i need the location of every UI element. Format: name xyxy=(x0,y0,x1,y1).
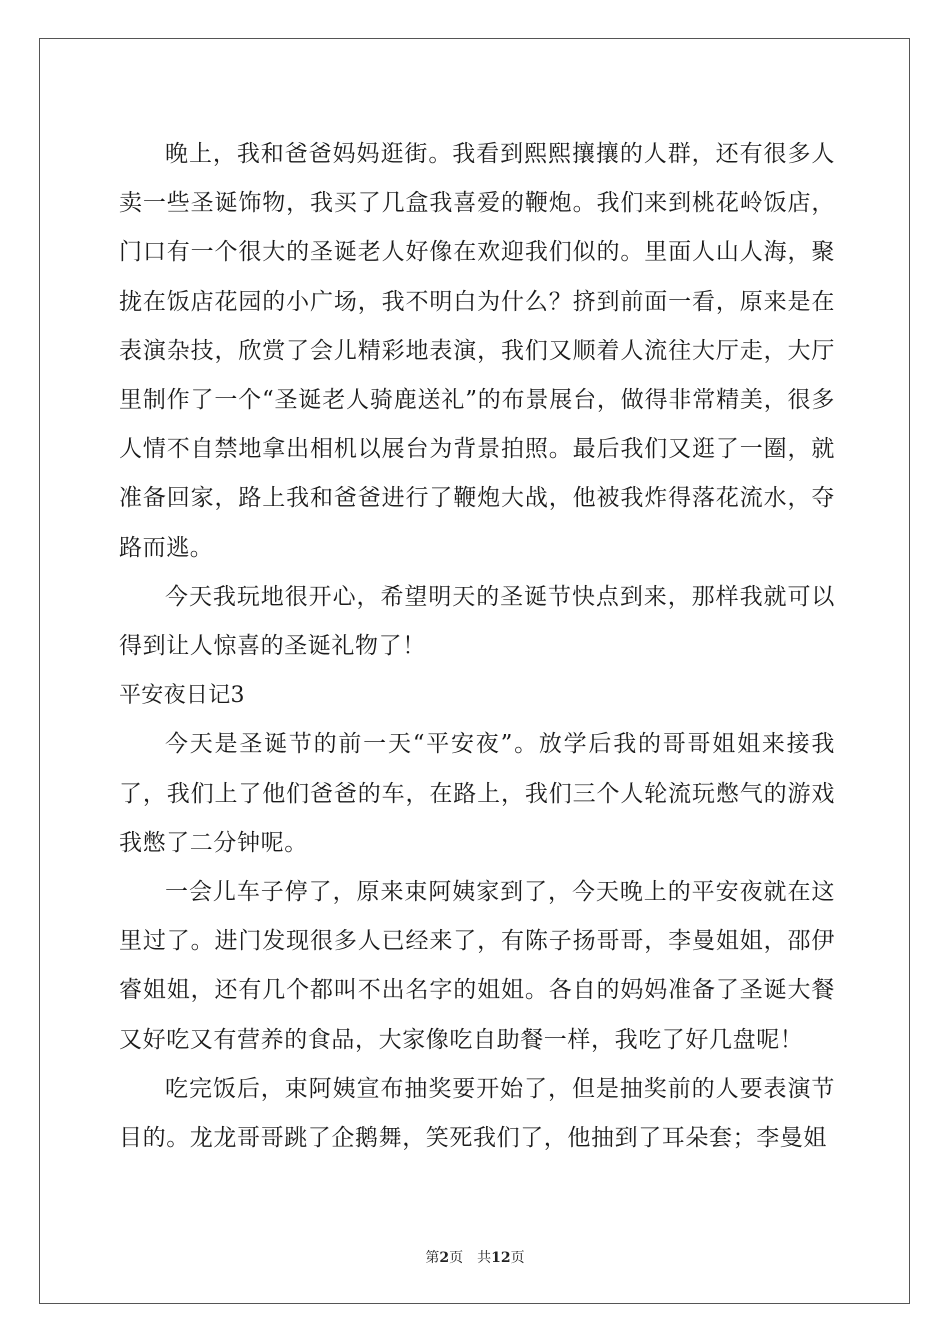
footer-total-unit: 页 xyxy=(510,1250,525,1266)
total-page-count: 12 xyxy=(491,1250,511,1266)
paragraph-lottery: 吃完饭后，束阿姨宣布抽奖要开始了，但是抽奖前的人要表演节目的。龙龙哥哥跳了企鹅舞，笑死我们了，他抽到了耳朵套；李曼姐 xyxy=(119,1075,835,1152)
paragraph-evening-shopping: 晚上，我和爸爸妈妈逛街。我看到熙熙攘攘的人群，还有很多人卖一些圣诞饰物，我买了几盒我喜爱的鞭炮。我们来到桃花岭饭店，门口有一个很大的圣诞老人好像在欢迎我们似的。里面人山人海，聚拢在饭店花园的小广场，我不明白为什么？挤到前面一看，原来是在表演杂技，欣赏了会儿精彩地表演，我们又顺着人流往大厅走，大厅里制作了一个“圣诞老人骑鹿送礼”的布景展台，做得非常精美，很多人情不自禁地拿出相机以展台为背景拍照。最后我们又逛了一圈，就准备回家，路上我和爸爸进行了鞭炮大战，他被我炸得落花流水，夺路而逃。 xyxy=(119,141,835,561)
current-page-number: 2 xyxy=(439,1250,450,1266)
footer-prefix: 第 xyxy=(425,1250,440,1266)
section-heading: 平安夜日记3 xyxy=(119,683,245,709)
footer-total-prefix: 共 xyxy=(477,1250,492,1266)
footer-page-unit: 页 xyxy=(449,1250,464,1266)
paragraph-happy-day: 今天我玩地很开心，希望明天的圣诞节快点到来，那样我就可以得到让人惊喜的圣诞礼物了！ xyxy=(119,583,835,660)
paragraph-arrival: 一会儿车子停了，原来束阿姨家到了，今天晚上的平安夜就在这里过了。进门发现很多人已经来了，有陈子扬哥哥，李曼姐姐，邵伊睿姐姐，还有几个都叫不出名字的姐姐。各自的妈妈准备了圣诞大餐又好吃又有营养的食品，大家像吃自助餐一样，我吃了好几盘呢！ xyxy=(119,879,835,1053)
paragraph-christmas-eve: 今天是圣诞节的前一天“平安夜”。放学后我的哥哥姐姐来接我了，我们上了他们爸爸的车，在路上，我们三个人轮流玩憋气的游戏我憋了二分钟呢。 xyxy=(119,731,835,856)
page-footer xyxy=(0,1247,950,1267)
document-body xyxy=(119,130,835,1163)
